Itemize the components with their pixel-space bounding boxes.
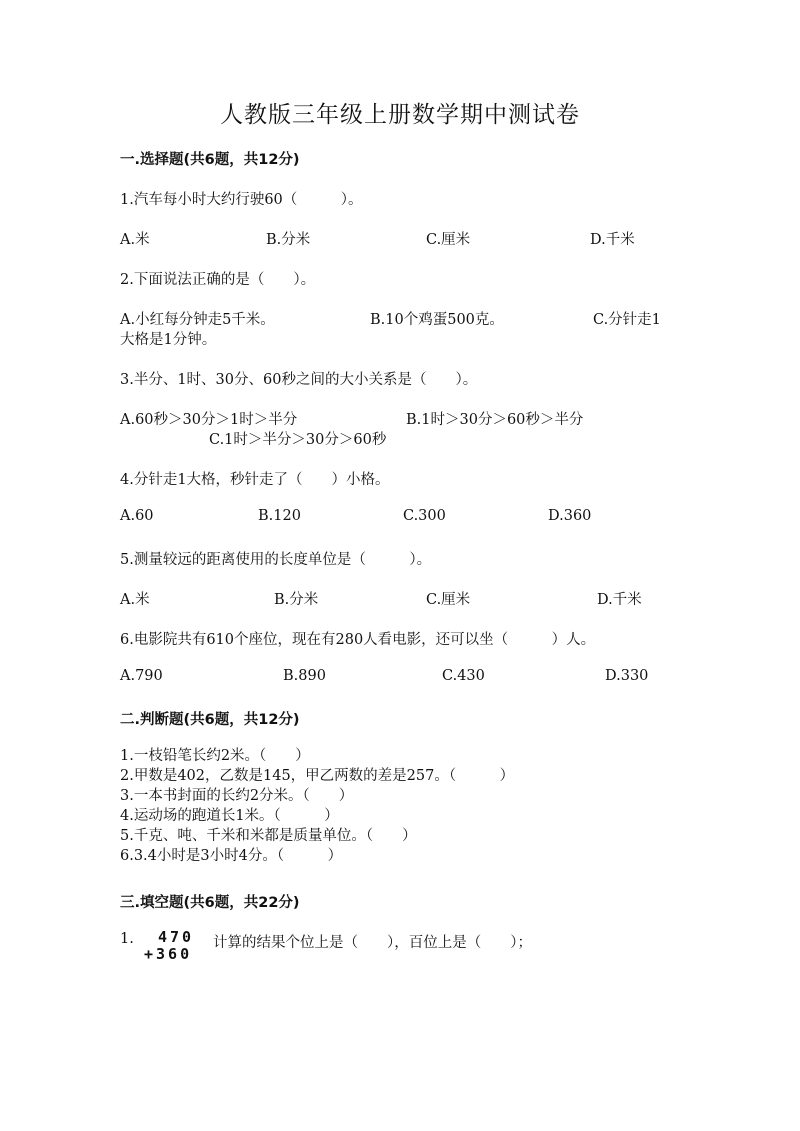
option-d: D.330 bbox=[605, 668, 649, 684]
question-text: 5.测量较远的距离使用的长度单位是（ ）。 bbox=[120, 552, 432, 568]
option-a: A.米 bbox=[120, 232, 150, 248]
section-heading-fill-in: 三.填空题(共6题，共22分) bbox=[120, 895, 300, 911]
page-title: 人教版三年级上册数学期中测试卷 bbox=[220, 102, 580, 128]
option-c: C.300 bbox=[403, 508, 446, 524]
judgement-item: 1.一枝铅笔长约2米。（ ） bbox=[120, 748, 310, 764]
question-text: 3.半分、1时、30分、60秒之间的大小关系是（ ）。 bbox=[120, 372, 478, 388]
option-b: B.120 bbox=[258, 508, 301, 524]
option-d: D.360 bbox=[548, 508, 592, 524]
option-c: C.1时＞半分＞30分＞60秒 bbox=[209, 432, 387, 448]
option-c: C.分针走1 bbox=[593, 312, 661, 328]
question-text: 4.分针走1大格，秒针走了（ ）小格。 bbox=[120, 472, 390, 488]
question-text: 计算的结果个位上是（ ），百位上是（ ）； bbox=[213, 935, 532, 951]
option-c: C.430 bbox=[442, 668, 485, 684]
option-c: C.厘米 bbox=[426, 592, 471, 608]
option-d: D.千米 bbox=[590, 232, 635, 248]
option-a: A.米 bbox=[120, 592, 150, 608]
section-heading-judgement: 二.判断题(共6题，共12分) bbox=[120, 712, 300, 728]
vertical-addend-top: 470 bbox=[158, 928, 195, 946]
option-c: C.厘米 bbox=[426, 232, 471, 248]
section-heading-choice: 一.选择题(共6题，共12分) bbox=[120, 152, 300, 168]
option-b: B.10个鸡蛋500克。 bbox=[370, 312, 504, 328]
question-number: 1. bbox=[120, 931, 134, 947]
question-text: 2.下面说法正确的是（ ）。 bbox=[120, 272, 316, 288]
option-b: B.1时＞30分＞60秒＞半分 bbox=[406, 412, 584, 428]
question-text: 6.电影院共有610个座位，现在有280人看电影，还可以坐（ ）人。 bbox=[120, 632, 596, 648]
question-text: 1.汽车每小时大约行驶60（ ）。 bbox=[120, 192, 363, 208]
option-c-continued: 大格是1分钟。 bbox=[120, 332, 217, 348]
option-a: A.790 bbox=[120, 668, 163, 684]
option-a: A.小红每分钟走5千米。 bbox=[120, 312, 275, 328]
option-b: B.890 bbox=[283, 668, 326, 684]
option-a: A.60秒＞30分＞1时＞半分 bbox=[120, 412, 298, 428]
judgement-item: 6.3.4小时是3小时4分。（ ） bbox=[120, 848, 343, 864]
judgement-item: 3.一本书封面的长约2分米。（ ） bbox=[120, 788, 354, 804]
vertical-addend-bottom: +360 bbox=[144, 945, 193, 963]
option-a: A.60 bbox=[120, 508, 154, 524]
option-b: B.分米 bbox=[274, 592, 319, 608]
judgement-item: 4.运动场的跑道长1米。（ ） bbox=[120, 808, 339, 824]
option-d: D.千米 bbox=[597, 592, 642, 608]
judgement-item: 2.甲数是402，乙数是145，甲乙两数的差是257。（ ） bbox=[120, 768, 515, 784]
judgement-item: 5.千克、吨、千米和米都是质量单位。（ ） bbox=[120, 828, 417, 844]
option-b: B.分米 bbox=[266, 232, 311, 248]
